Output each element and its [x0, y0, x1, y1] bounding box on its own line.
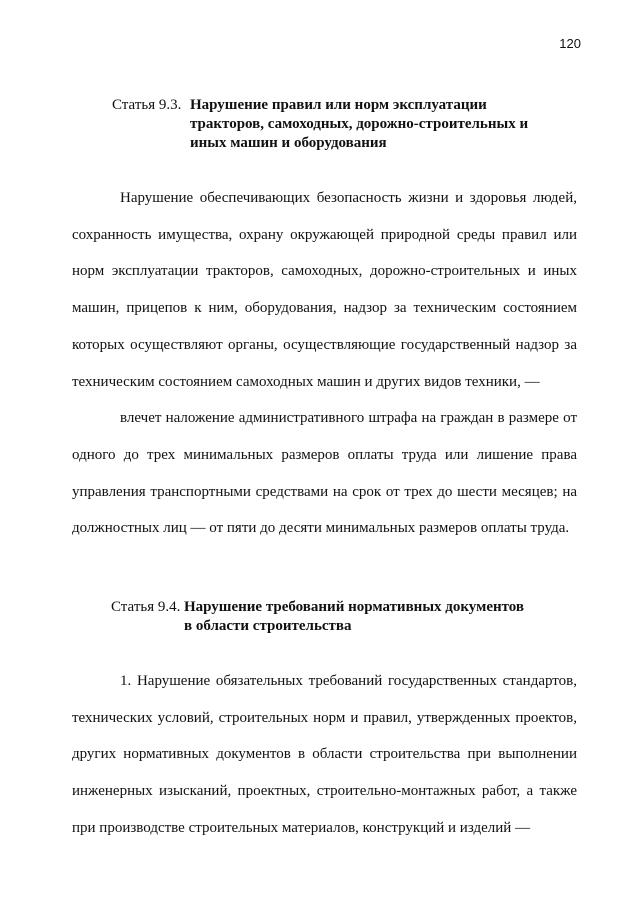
- article-label: Статья 9.4.: [111, 599, 181, 615]
- article-label: Статья 9.3.: [112, 97, 182, 113]
- article-heading: [72, 96, 577, 153]
- article-9-4: [72, 598, 577, 847]
- article-paragraph: 1. Нарушение обязательных требований государственных стандартов, технических условий, строительных норм и правил, утвержденных проектов, других нормативных документов в области строительства при выполнении инженерных изысканий, проектных, строительно-монтажных работ, а также при производстве строительных материалов, конструкций и изделий —: [72, 673, 577, 836]
- article-paragraph: влечет наложение административного штрафа на граждан в размере от одного до трех минимальных размеров оплаты труда или лишение права управления транспортными средствами на срок от трех до шести месяцев; на должностных лиц — от пяти до десяти минимальных размеров оплаты труда.: [72, 410, 577, 537]
- page-number: 120: [559, 36, 581, 51]
- article-title: Нарушение правил или норм эксплуатации тракторов, самоходных, дорожно-строительных и иных машин и оборудования: [190, 97, 529, 151]
- article-paragraph: Нарушение обеспечивающих безопасность жизни и здоровья людей, сохранность имущества, охрану окружающей природной среды правил или норм эксплуатации тракторов, самоходных, дорожно-строительных и иных машин, прицепов к ним, оборудования, надзор за техническим состоянием которых осуществляют органы, осуществляющие государственный надзор за техническим состоянием самоходных машин и других видов техники, —: [72, 190, 577, 390]
- article-heading: [72, 598, 577, 636]
- article-title: Нарушение требований нормативных документов в области строительства: [184, 599, 525, 634]
- article-9-3: [72, 96, 577, 547]
